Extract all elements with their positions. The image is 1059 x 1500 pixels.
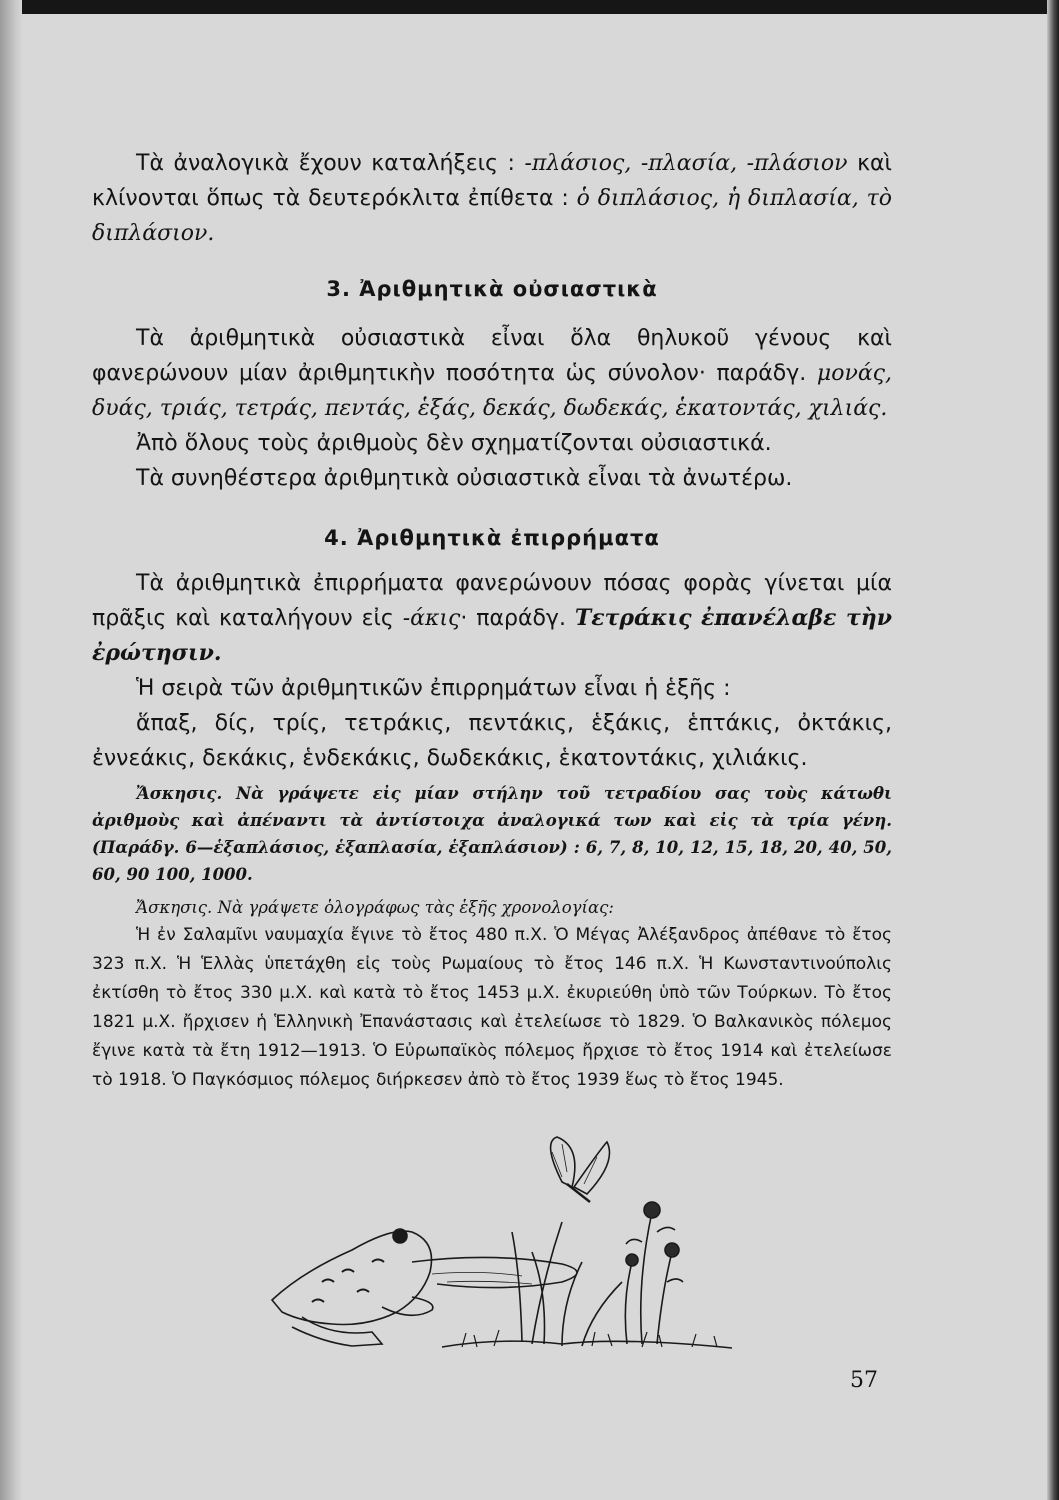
section4-paragraph [92,566,892,671]
page-content [92,146,892,1095]
section4-series-intro: Ἡ σειρὰ τῶν ἀριθμητικῶν ἐπιρρημάτων εἶναι ἡ ἑξῆς : [136,676,731,701]
intro-line1: Τὰ ἀναλογικὰ ἔχουν καταλήξεις : [136,151,525,176]
section4-example: Τετράκις ἐπανέλαβε τὴν ἐρώτησιν. [92,605,893,666]
ground-line [442,1341,732,1348]
section4-heading: 4. Ἀριθμητικὰ ἐπιρρήματα [324,526,660,550]
section3-note1: Ἀπὸ ὅλους τοὺς ἀριθμοὺς δὲν σχηματίζονται οὐσιαστικά. [136,431,772,456]
flower-bloom [644,1202,660,1218]
exercise1-text: Ἄσκησις. Νὰ γράψετε εἰς μίαν στήλην τοῦ τετραδίου σας τοὺς κάτωθι ἀριθμοὺς καὶ ἀπέναντι τὰ ἀντίστοιχα ἀναλογικά των καὶ εἰς τὰ τρία γένη. (Παράδγ. 6—ἑξαπλάσιος, ἑξαπλασία, ἑξαπλάσιον) : 6, 7, 8, 10, 12, 15, 18, 20, 40, 50, 60, 90 100, 1000. [92,784,892,884]
frog-body [272,1231,432,1324]
section4-body: Τὰ ἀριθμητικὰ ἐπιρρήματα φανερώνουν πόσας φορὰς γίνεται μία πρᾶξις καὶ καταλήγουν εἰς [92,571,892,631]
intro-endings: -πλάσιος, -πλασία, -πλάσιον [524,151,848,176]
exercise2-title: Ἄσκησις. Νὰ γράψετε ὁλογράφως τὰς ἑξῆς χρονολογίας: [136,898,614,917]
section3-body: Τὰ ἀριθμητικὰ οὐσιαστικὰ εἶναι ὅλα θηλυκοῦ γένους καὶ φανερώνουν μίαν ἀριθμητικὴν ποσότητα ὡς σύνολον· παράδγ. [92,326,892,386]
scan-right-edge [1047,0,1059,1500]
section3-paragraph [92,321,892,426]
section4-series-list: ἅπαξ, δίς, τρίς, τετράκις, πεντάκις, ἑξάκις, ἑπτάκις, ὀκτάκις, ἐννεάκις, δεκάκις, ἑνδεκάκις, δωδεκάκις, ἑκατοντάκις, χιλιάκις. [92,711,892,771]
frog-butterfly-illustration [262,1132,742,1372]
intro-example: ὁ διπλάσιος, ἡ διπλασία, τὸ διπλάσιον. [92,186,892,246]
page-number: 57 [850,1368,878,1393]
intro-line2: καὶ κλίνονται ὅπως τὰ δευτερόκλιτα ἐπίθετα : [92,151,892,211]
frog-front-leg [382,1297,433,1315]
scan-left-edge [0,0,22,1500]
flower-stems [625,1212,672,1344]
scan-top-edge [0,0,1059,14]
pond-outline [412,1257,577,1287]
section3-examples: μονάς, δυάς, τριάς, τετράς, πεντάς, ἑξάς, δεκάς, δωδεκάς, ἑκατοντάς, χιλιάς. [92,361,892,421]
exercise2-body: Ἡ ἐν Σαλαμῖνι ναυμαχία ἔγινε τὸ ἔτος 480 π.Χ. Ὁ Μέγας Ἀλέξανδρος ἀπέθανε τὸ ἔτος 323 π.Χ. Ἡ Ἑλλὰς ὑπετάχθη εἰς τοὺς Ρωμαίους τὸ ἔτος 146 π.Χ. Ἡ Κωνσταντινούπολις ἐκτίσθη τὸ ἔτος 330 μ.Χ. καὶ κατὰ τὸ ἔτος 1453 μ.Χ. ἐκυριεύθη ὑπὸ τῶν Τούρκων. Τὸ ἔτος 1821 μ.Χ. ἤρχισεν ἡ Ἑλληνικὴ Ἐπανάστασις καὶ ἐτελείωσε τὸ 1829. Ὁ Βαλκανικὸς πόλεμος ἔγινε κατὰ τὰ ἔτη 1912—1913. Ὁ Εὐρωπαϊκὸς πόλεμος ἤρχισε τὸ ἔτος 1914 καὶ ἐτελείωσε τὸ 1918. Ὁ Παγκόσμιος πόλεμος διήρκεσεν ἀπὸ τὸ ἔτος 1939 ἕως τὸ ἔτος 1945. [92,925,892,1090]
section3-note2: Τὰ συνηθέστερα ἀριθμητικὰ οὐσιαστικὰ εἶναι τὰ ἀνωτέρω. [136,466,793,491]
frog-eye [393,1229,407,1243]
section4-body-after: · παράδγ. [460,606,575,631]
intro-paragraph [92,146,892,251]
butterfly-wing-left [551,1137,575,1187]
section3-heading: 3. Ἀριθμητικὰ οὐσιαστικὰ [326,277,658,301]
section4-ending: -άκις [402,606,461,631]
